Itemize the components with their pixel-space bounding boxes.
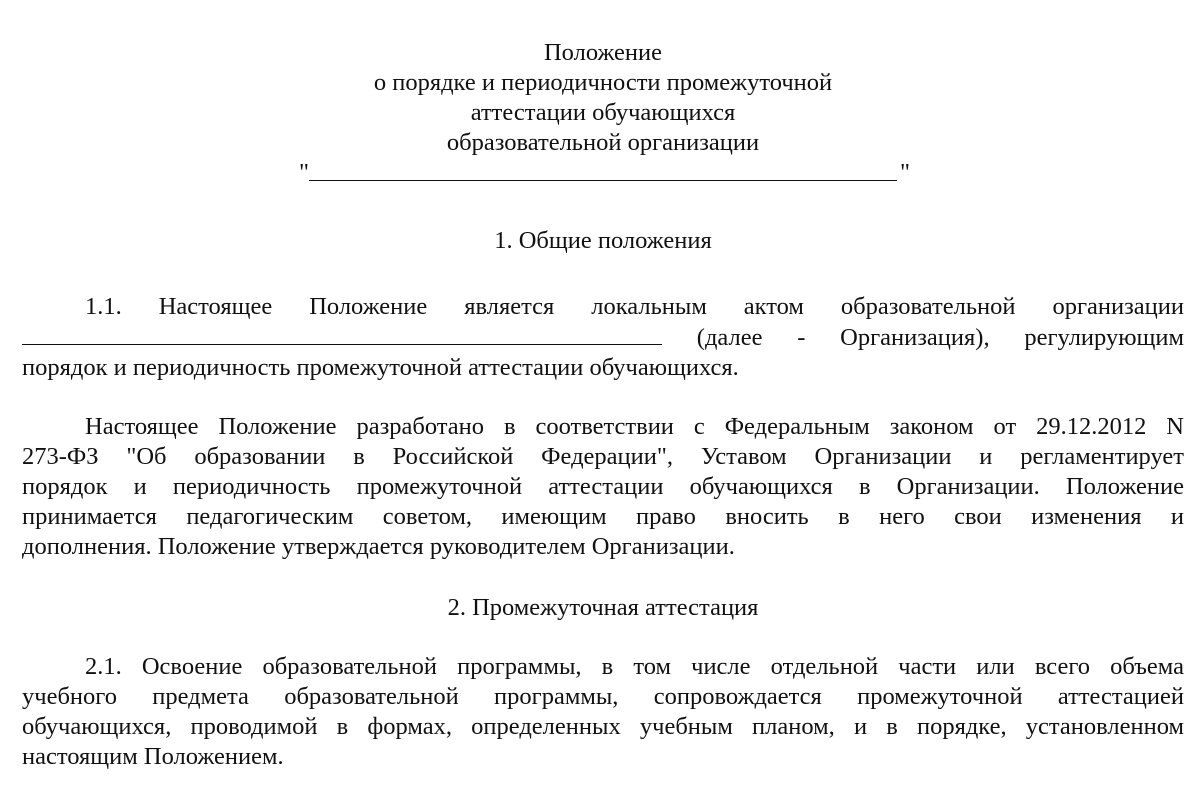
document [22,0,1184,772]
section-heading-general: 1. Общие положения [494,227,712,254]
paragraph-1-1 [22,292,1184,383]
title-line: образовательной организации [446,129,760,156]
title-line: Положение [543,39,663,66]
paragraph-text: (далее - Организация), регулирующим [696,324,1184,351]
paragraph-line: настоящим Положением. [22,743,284,770]
paragraph-line: 1.1. Настоящее Положение является локальным актом образовательной организации [85,293,1184,320]
paragraph-line: принимается педагогическим советом, имеющим право вносить в него свои изменения и [22,503,1184,530]
paragraph-line: 2.1. Освоение образовательной программы, в том числе отдельной части или всего объема [85,653,1184,680]
paragraph-2-1 [22,652,1184,772]
paragraph-line: дополнения. Положение утверждается руководителем Организации. [22,533,735,560]
paragraph-line: порядок и периодичность промежуточной аттестации обучающихся в Организации. Положение [22,473,1184,500]
paragraph-line [22,322,1184,353]
paragraph-line: учебного предмета образовательной программы, сопровождается промежуточной аттестацией [22,683,1184,710]
paragraph-line: порядок и периодичность промежуточной аттестации обучающихся. [22,354,739,381]
title-line: аттестации обучающихся [470,99,736,126]
open-quote: " [299,159,310,186]
title-line: о порядке и периодичности промежуточной [373,69,833,96]
blank-underline [22,322,662,345]
blank-underline [309,180,897,181]
document-title [22,38,1184,188]
paragraph-line: 273-ФЗ "Об образовании в Российской Федерации", Уставом Организации и регламентирует [22,443,1184,470]
section-heading-interim-attestation: 2. Промежуточная аттестация [447,594,759,621]
paragraph-basis [22,412,1184,562]
close-quote: " [900,159,911,186]
paragraph-line: Настоящее Положение разработано в соответствии с Федеральным законом от 29.12.2012 N [85,413,1184,440]
paragraph-line: обучающихся, проводимой в формах, определенных учебным планом, и в порядке, установленном [22,713,1184,740]
organization-name-blank-line [22,158,1184,188]
